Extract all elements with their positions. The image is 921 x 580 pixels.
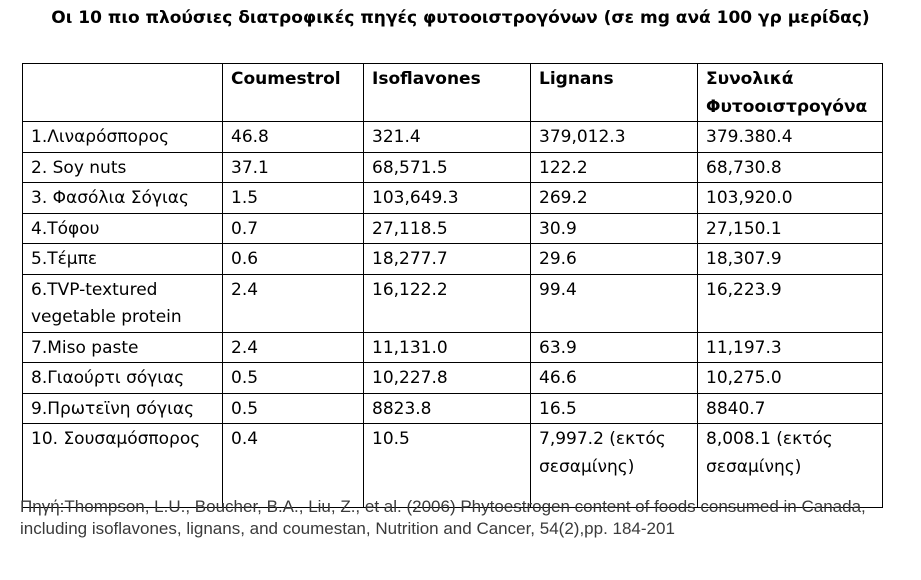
total-cell: 27,150.1	[698, 213, 883, 244]
coumestrol-cell: 2.4	[223, 274, 364, 332]
table-row	[23, 424, 883, 508]
header-food	[23, 64, 223, 122]
food-cell: 10. Σουσαμόσπορος	[23, 424, 223, 508]
food-cell: 8.Γιαούρτι σόγιας	[23, 363, 223, 394]
table-row	[23, 213, 883, 244]
isoflavones-cell: 16,122.2	[364, 274, 531, 332]
coumestrol-cell: 1.5	[223, 183, 364, 214]
total-cell: 16,223.9	[698, 274, 883, 332]
lignans-cell: 7,997.2 (εκτός σεσαμίνης)	[531, 424, 698, 508]
table-row	[23, 393, 883, 424]
header-lignans: Lignans	[531, 64, 698, 122]
isoflavones-cell: 11,131.0	[364, 332, 531, 363]
table-row	[23, 363, 883, 394]
table-row	[23, 332, 883, 363]
lignans-cell: 63.9	[531, 332, 698, 363]
isoflavones-cell: 8823.8	[364, 393, 531, 424]
total-cell: 8,008.1 (εκτός σεσαμίνης)	[698, 424, 883, 508]
lignans-cell: 16.5	[531, 393, 698, 424]
food-cell: 9.Πρωτεϊνη σόγιας	[23, 393, 223, 424]
lignans-cell: 29.6	[531, 244, 698, 275]
page-title: Οι 10 πιο πλούσιες διατροφικές πηγές φυτοοιστρογόνων (σε mg ανά 100 γρ μερίδας)	[51, 8, 870, 28]
food-cell: 1.Λιναρόσπορος	[23, 122, 223, 153]
header-total: Συνολικά Φυτοοιστρογόνα	[698, 64, 883, 122]
food-cell: 7.Miso paste	[23, 332, 223, 363]
header-isoflavones: Isoflavones	[364, 64, 531, 122]
food-cell: 5.Τέμπε	[23, 244, 223, 275]
isoflavones-cell: 10.5	[364, 424, 531, 508]
food-cell: 2. Soy nuts	[23, 152, 223, 183]
table-header-row	[23, 64, 883, 122]
lignans-cell: 99.4	[531, 274, 698, 332]
food-cell: 4.Τόφου	[23, 213, 223, 244]
coumestrol-cell: 0.5	[223, 393, 364, 424]
table-row	[23, 152, 883, 183]
isoflavones-cell: 68,571.5	[364, 152, 531, 183]
table-row	[23, 244, 883, 275]
isoflavones-cell: 18,277.7	[364, 244, 531, 275]
coumestrol-cell: 46.8	[223, 122, 364, 153]
isoflavones-cell: 27,118.5	[364, 213, 531, 244]
coumestrol-cell: 37.1	[223, 152, 364, 183]
lignans-cell: 269.2	[531, 183, 698, 214]
food-cell: 3. Φασόλια Σόγιας	[23, 183, 223, 214]
total-cell: 379.380.4	[698, 122, 883, 153]
lignans-cell: 46.6	[531, 363, 698, 394]
lignans-cell: 30.9	[531, 213, 698, 244]
phytoestrogen-table	[22, 63, 883, 508]
food-cell: 6.TVP-textured vegetable protein	[23, 274, 223, 332]
table-row	[23, 183, 883, 214]
header-coumestrol: Coumestrol	[223, 64, 364, 122]
isoflavones-cell: 10,227.8	[364, 363, 531, 394]
coumestrol-cell: 0.7	[223, 213, 364, 244]
lignans-cell: 379,012.3	[531, 122, 698, 153]
table-row	[23, 274, 883, 332]
total-cell: 68,730.8	[698, 152, 883, 183]
lignans-cell: 122.2	[531, 152, 698, 183]
coumestrol-cell: 0.4	[223, 424, 364, 508]
total-cell: 11,197.3	[698, 332, 883, 363]
isoflavones-cell: 321.4	[364, 122, 531, 153]
coumestrol-cell: 0.6	[223, 244, 364, 275]
coumestrol-cell: 0.5	[223, 363, 364, 394]
table-row	[23, 122, 883, 153]
total-cell: 103,920.0	[698, 183, 883, 214]
isoflavones-cell: 103,649.3	[364, 183, 531, 214]
coumestrol-cell: 2.4	[223, 332, 364, 363]
total-cell: 10,275.0	[698, 363, 883, 394]
source-citation: Πηγή:Thompson, L.U., Boucher, B.A., Liu, Z., et al. (2006) Phytoestrogen content of foods consumed in Canada, including isoflavones, lignans, and coumestan, Nutrition and Cancer, 54(2),pp. 184-201	[20, 497, 866, 538]
total-cell: 18,307.9	[698, 244, 883, 275]
total-cell: 8840.7	[698, 393, 883, 424]
